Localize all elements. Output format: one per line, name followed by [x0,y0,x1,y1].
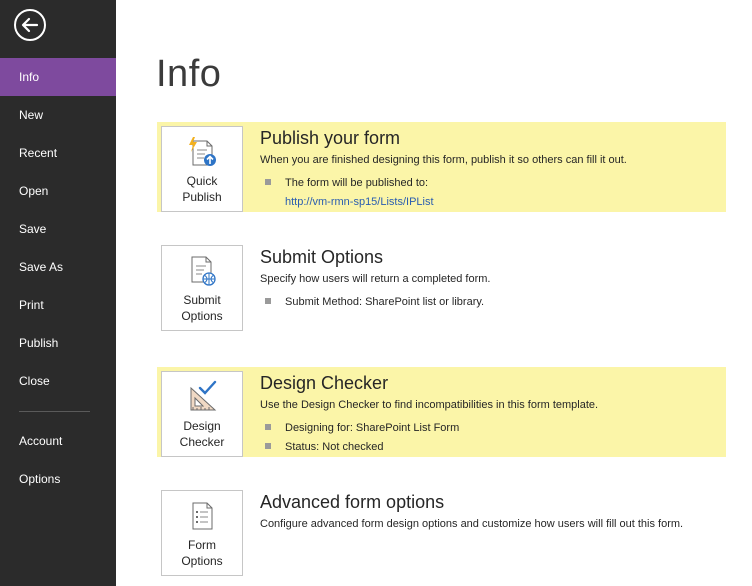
advanced-options-section [157,486,726,576]
submit-options-label: Submit Options [181,293,223,323]
nav-item-account[interactable]: Account [19,434,63,448]
page-title: Info [156,53,222,95]
nav-item-print[interactable]: Print [19,298,44,312]
nav-item-save-as[interactable]: Save As [19,260,64,274]
back-arrow-icon[interactable] [14,9,46,41]
submit-section [157,241,726,331]
designing-for-bullet: Designing for: SharePoint List Form [265,420,459,436]
nav-item-recent[interactable]: Recent [19,146,58,160]
design-checker-section [157,367,726,457]
advanced-options-description: Configure advanced form design options and customize how users will fill out this form. [260,518,684,530]
design-checker-title: Design Checker [260,373,389,393]
quick-publish-label: Quick Publish [182,174,222,204]
form-options-icon [187,499,219,533]
form-options-label: Form Options [181,538,223,568]
publish-location-link[interactable]: http://vm-rmn-sp15/Lists/IPList [285,196,434,208]
submit-title: Submit Options [260,247,384,267]
advanced-options-title: Advanced form options [260,492,445,512]
backstage-sidebar [0,0,116,586]
submit-method-bullet: Submit Method: SharePoint list or library. [265,294,484,310]
nav-item-close[interactable]: Close [19,374,50,388]
design-checker-icon [187,380,219,414]
publish-section [157,122,726,212]
form-options-button[interactable] [161,490,243,576]
publish-title: Publish your form [260,128,401,148]
quick-publish-button[interactable] [161,126,243,212]
nav-divider [19,411,90,412]
submit-options-button[interactable] [161,245,243,331]
submit-options-icon [187,254,219,288]
status-bullet: Status: Not checked [265,439,383,455]
nav-item-options[interactable]: Options [19,472,61,486]
nav-item-info[interactable]: Info [0,58,116,96]
submit-description: Specify how users will return a completed form. [260,273,491,285]
design-checker-label: Design Checker [179,419,225,449]
nav-item-save[interactable]: Save [19,222,47,236]
publish-description: When you are finished designing this form, publish it so others can fill it out. [260,154,627,166]
publish-bullet: The form will be published to: [265,175,428,191]
nav-item-new[interactable]: New [19,108,44,122]
design-checker-description: Use the Design Checker to find incompatibilities in this form template. [260,399,599,411]
quick-publish-icon [187,135,219,169]
nav-item-open[interactable]: Open [19,184,49,198]
design-checker-button[interactable] [161,371,243,457]
nav-item-publish[interactable]: Publish [19,336,59,350]
